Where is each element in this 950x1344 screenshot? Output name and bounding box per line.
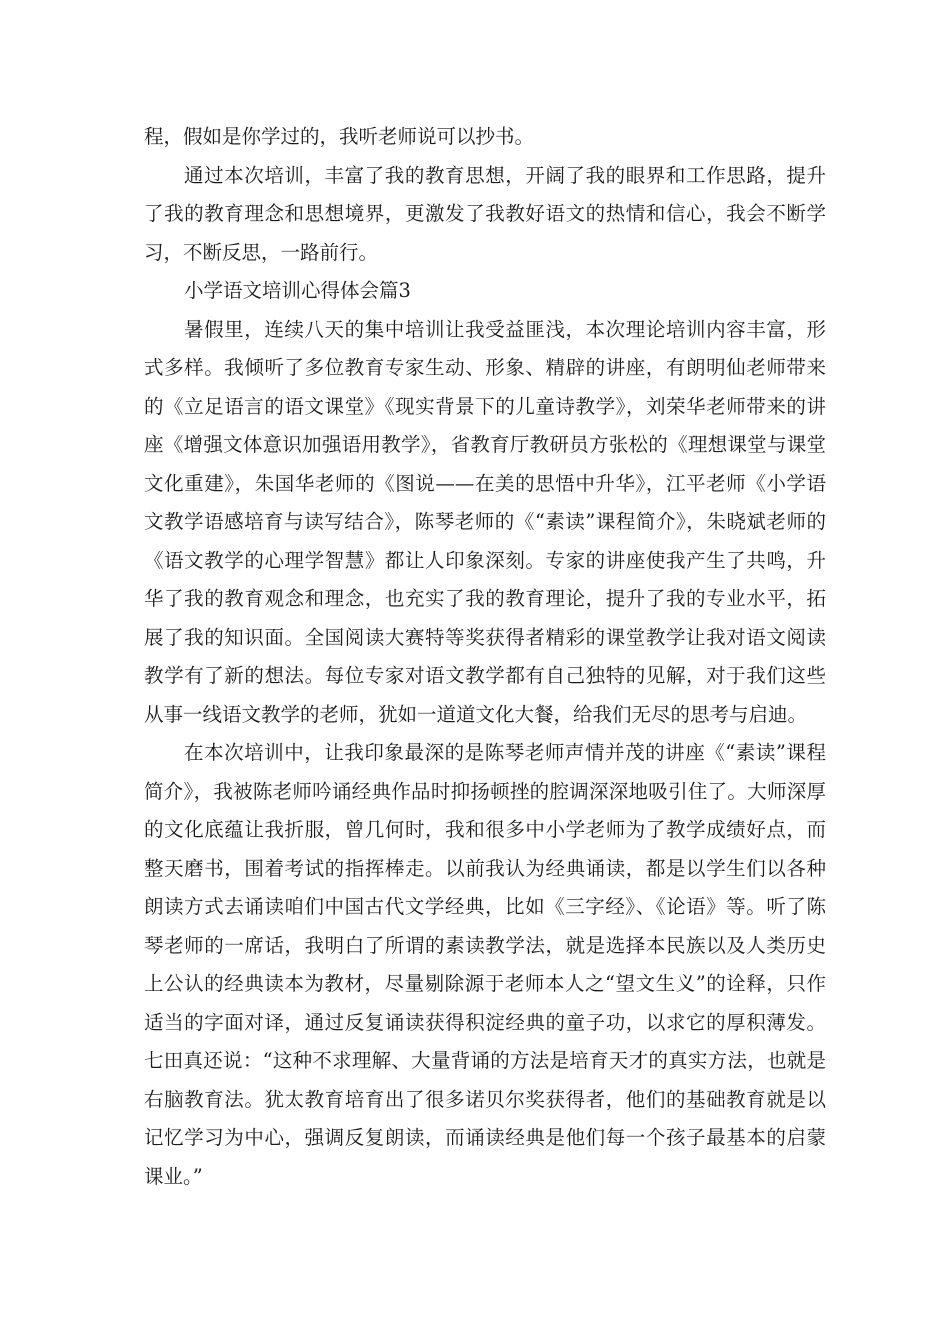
paragraph-training-summary: 通过本次培训，丰富了我的教育思想，开阔了我的眼界和工作思路，提升了我的教育理念和思想境界，更激发了我教好语文的热情和信心，我会不断学习，不断反思，一路前行。 bbox=[144, 163, 826, 264]
section-heading: 小学语文培训心得体会篇3 bbox=[184, 279, 411, 302]
paragraph-chenqin-lecture: 在本次培训中，让我印象最深的是陈琴老师声情并茂的讲座《“素读”课程简介》，我被陈老师吟诵经典作品时抑扬顿挫的腔调深深地吸引住了。大师深厚的文化底蕴让我折服，曾几何时，我和很多中小学老师为了教学成绩好点，而整天磨书，围着考试的指挥棒走。以前我认为经典诵读，都是以学生们以各种朗读方式去诵读咱们中国古代文学经典，比如《三字经》、《论语》等。听了陈琴老师的一席话，我明白了所谓的素读教学法，就是选择本民族以及人类历史上公认的经典读本为教材，尽量剔除源于老师本人之“望文生义”的诠释，只作适当的字面对译，通过反复诵读获得积淀经典的童子功，以求它的厚积薄发。七田真还说：“这种不求理解、大量背诵的方法是培育天才的真实方法，也就是右脑教育法。犹太教育培育出了很多诺贝尔奖获得者，他们的基础教育就是以记忆学习为中心，强调反复朗读，而诵读经典是他们每一个孩子最基本的启蒙课业。” bbox=[144, 741, 826, 1188]
paragraph-summer-training: 暑假里，连续八天的集中培训让我受益匪浅，本次理论培训内容丰富，形式多样。我倾听了多位教育专家生动、形象、精辟的讲座，有朗明仙老师带来的《立足语言的语文课堂》《现实背景下的儿童诗教学》，刘荣华老师带来的讲座《增强文体意识加强语用教学》，省教育厅教研员方张松的《理想课堂与课堂文化重建》，朱国华老师的《图说——在美的思悟中升华》，江平老师《小学语文教学语感培育与读写结合》，陈琴老师的《“素读”课程简介》，朱晓斌老师的《语文教学的心理学智慧》都让人印象深刻。专家的讲座使我产生了共鸣，升华了我的教育观念和理念，也充实了我的教育理论，提升了我的专业水平，拓展了我的知识面。全国阅读大赛特等奖获得者精彩的课堂教学让我对语文阅读教学有了新的想法。每位专家对语文教学都有自己独特的见解，对于我们这些从事一线语文教学的老师，犹如一道道文化大餐，给我们无尽的思考与启迪。 bbox=[144, 317, 826, 726]
document-body bbox=[144, 118, 826, 1196]
paragraph-continuation: 程，假如是你学过的，我听老师说可以抄书。 bbox=[144, 125, 535, 148]
